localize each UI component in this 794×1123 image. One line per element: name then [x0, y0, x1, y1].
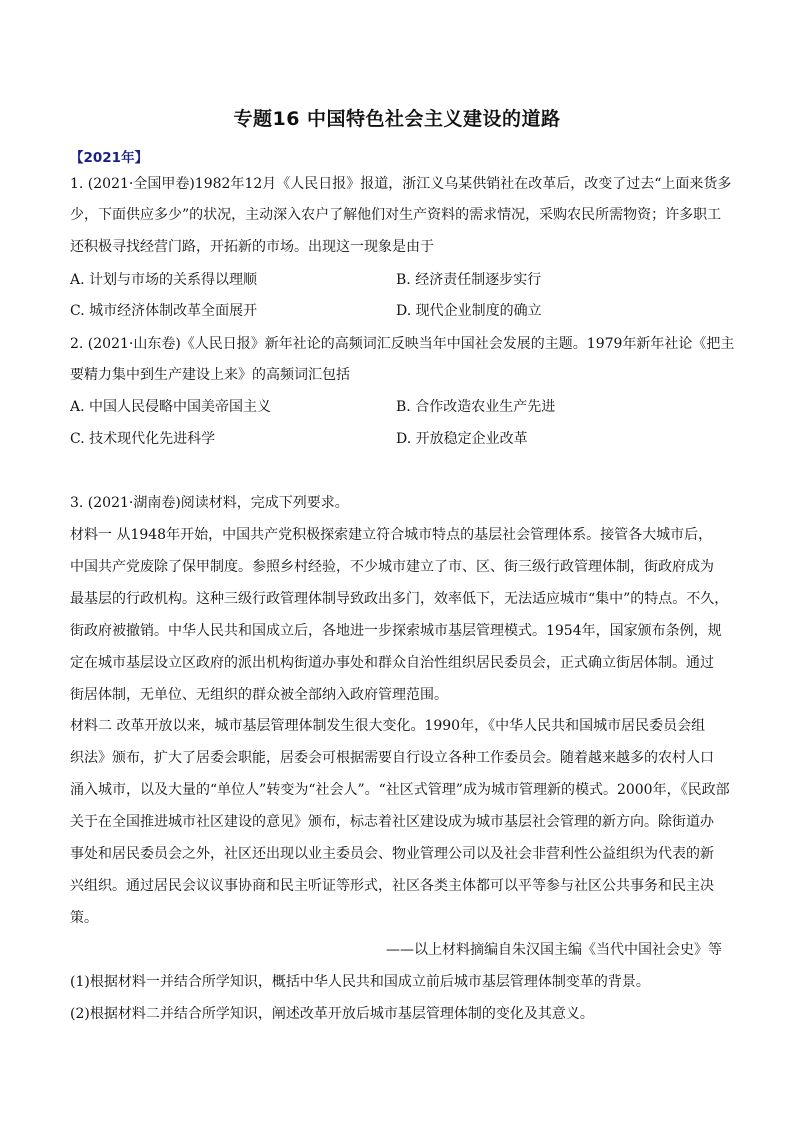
material2-line-2: 织法》颁布，扩大了居委会职能，居委会可根据需要自行设立各种工作委员会。随着越来越多的农村人口	[70, 750, 714, 766]
q3-intro: 3. (2021·湖南卷)阅读材料，完成下列要求。	[70, 495, 349, 511]
q1-line-2: 少，下面供应多少”的状况，主动深入农户了解他们对生产资料的需求情况，采购农民所需物资；许多职工	[70, 207, 722, 223]
material1-line-2: 中国共产党废除了保甲制度。参照乡村经验，不少城市建立了市、区、街三级行政管理体制，街政府成为	[70, 559, 714, 575]
material1-line-5: 定在城市基层设立区政府的派出机构街道办事处和群众自治性组织居民委员会，正式确立街居体制。通过	[70, 655, 714, 671]
material2-line-6: 兴组织。通过居民会议议事协商和民主听证等形式，社区各类主体都可以平等参与社区公共事务和民主决	[70, 878, 714, 894]
material2-line-4: 关于在全国推进城市社区建设的意见》颁布，标志着社区建设成为城市基层社会管理的新方向。除街道办	[70, 814, 714, 830]
material1-line-3: 最基层的行政机构。这种三级行政管理体制导致政出多门，效率低下，无法适应城市“集中”的特点。不久，	[70, 591, 729, 607]
q1-option-d: D. 现代企业制度的确立	[396, 303, 542, 319]
material2-line-5: 事处和居民委员会之外，社区还出现以业主委员会、物业管理公司以及社会非营利性公益组织为代表的新	[70, 846, 714, 862]
material2-line-7: 策。	[70, 910, 98, 926]
q2-option-c: C. 技术现代化先进科学	[70, 431, 216, 447]
q1-option-a: A. 计划与市场的关系得以理顺	[70, 272, 258, 288]
material2-line-1: 材料二 改革开放以来，城市基层管理体制发生很大变化。1990年，《中华人民共和国城市居民委员会组	[70, 718, 706, 734]
page-title: 专题16 中国特色社会主义建设的道路	[233, 108, 561, 130]
q1-line-1: 1. (2021·全国甲卷)1982年12月《人民日报》报道，浙江义乌某供销社在改革后，改变了过去“上面来货多	[70, 176, 732, 192]
q1-line-3: 还积极寻找经营门路，开拓新的市场。出现这一现象是由于	[70, 239, 434, 255]
q3-ask-2: (2)根据材料二并结合所学知识，阐述改革开放后城市基层管理体制的变化及其意义。	[70, 1006, 594, 1022]
q1-option-c: C. 城市经济体制改革全面展开	[70, 303, 258, 319]
q2-line-2: 要精力集中到生产建设上来》的高频词汇包括	[70, 367, 350, 383]
material1-line-1: 材料一 从1948年开始，中国共产党积极探索建立符合城市特点的基层社会管理体系。接管各大城市后，	[70, 527, 713, 543]
year-heading: 【2021年】	[70, 150, 149, 166]
material2-line-3: 涌入城市，以及大量的“单位人”转变为“社会人”。“社区式管理”成为城市管理新的模式。2000年，《民政部	[70, 782, 730, 798]
q2-line-1: 2. (2021·山东卷)《人民日报》新年社论的高频词汇反映当年中国社会发展的主题。1979年新年社论《把主	[70, 336, 735, 352]
material1-line-4: 街政府被撤销。中华人民共和国成立后，各地进一步探索城市基层管理模式。1954年，国家颁布条例，规	[70, 623, 722, 639]
q3-ask-1: (1)根据材料一并结合所学知识，概括中华人民共和国成立前后城市基层管理体制变革的背景。	[70, 974, 650, 990]
q1-option-b: B. 经济责任制逐步实行	[396, 272, 542, 288]
material1-line-6: 街居体制，无单位、无组织的群众被全部纳入政府管理范围。	[70, 687, 448, 703]
q2-option-a: A. 中国人民侵略中国美帝国主义	[70, 399, 272, 415]
q2-option-b: B. 合作改造农业生产先进	[396, 399, 556, 415]
material-source: ——以上材料摘编自朱汉国主编《当代中国社会史》等	[386, 942, 722, 958]
q2-option-d: D. 开放稳定企业改革	[396, 431, 528, 447]
